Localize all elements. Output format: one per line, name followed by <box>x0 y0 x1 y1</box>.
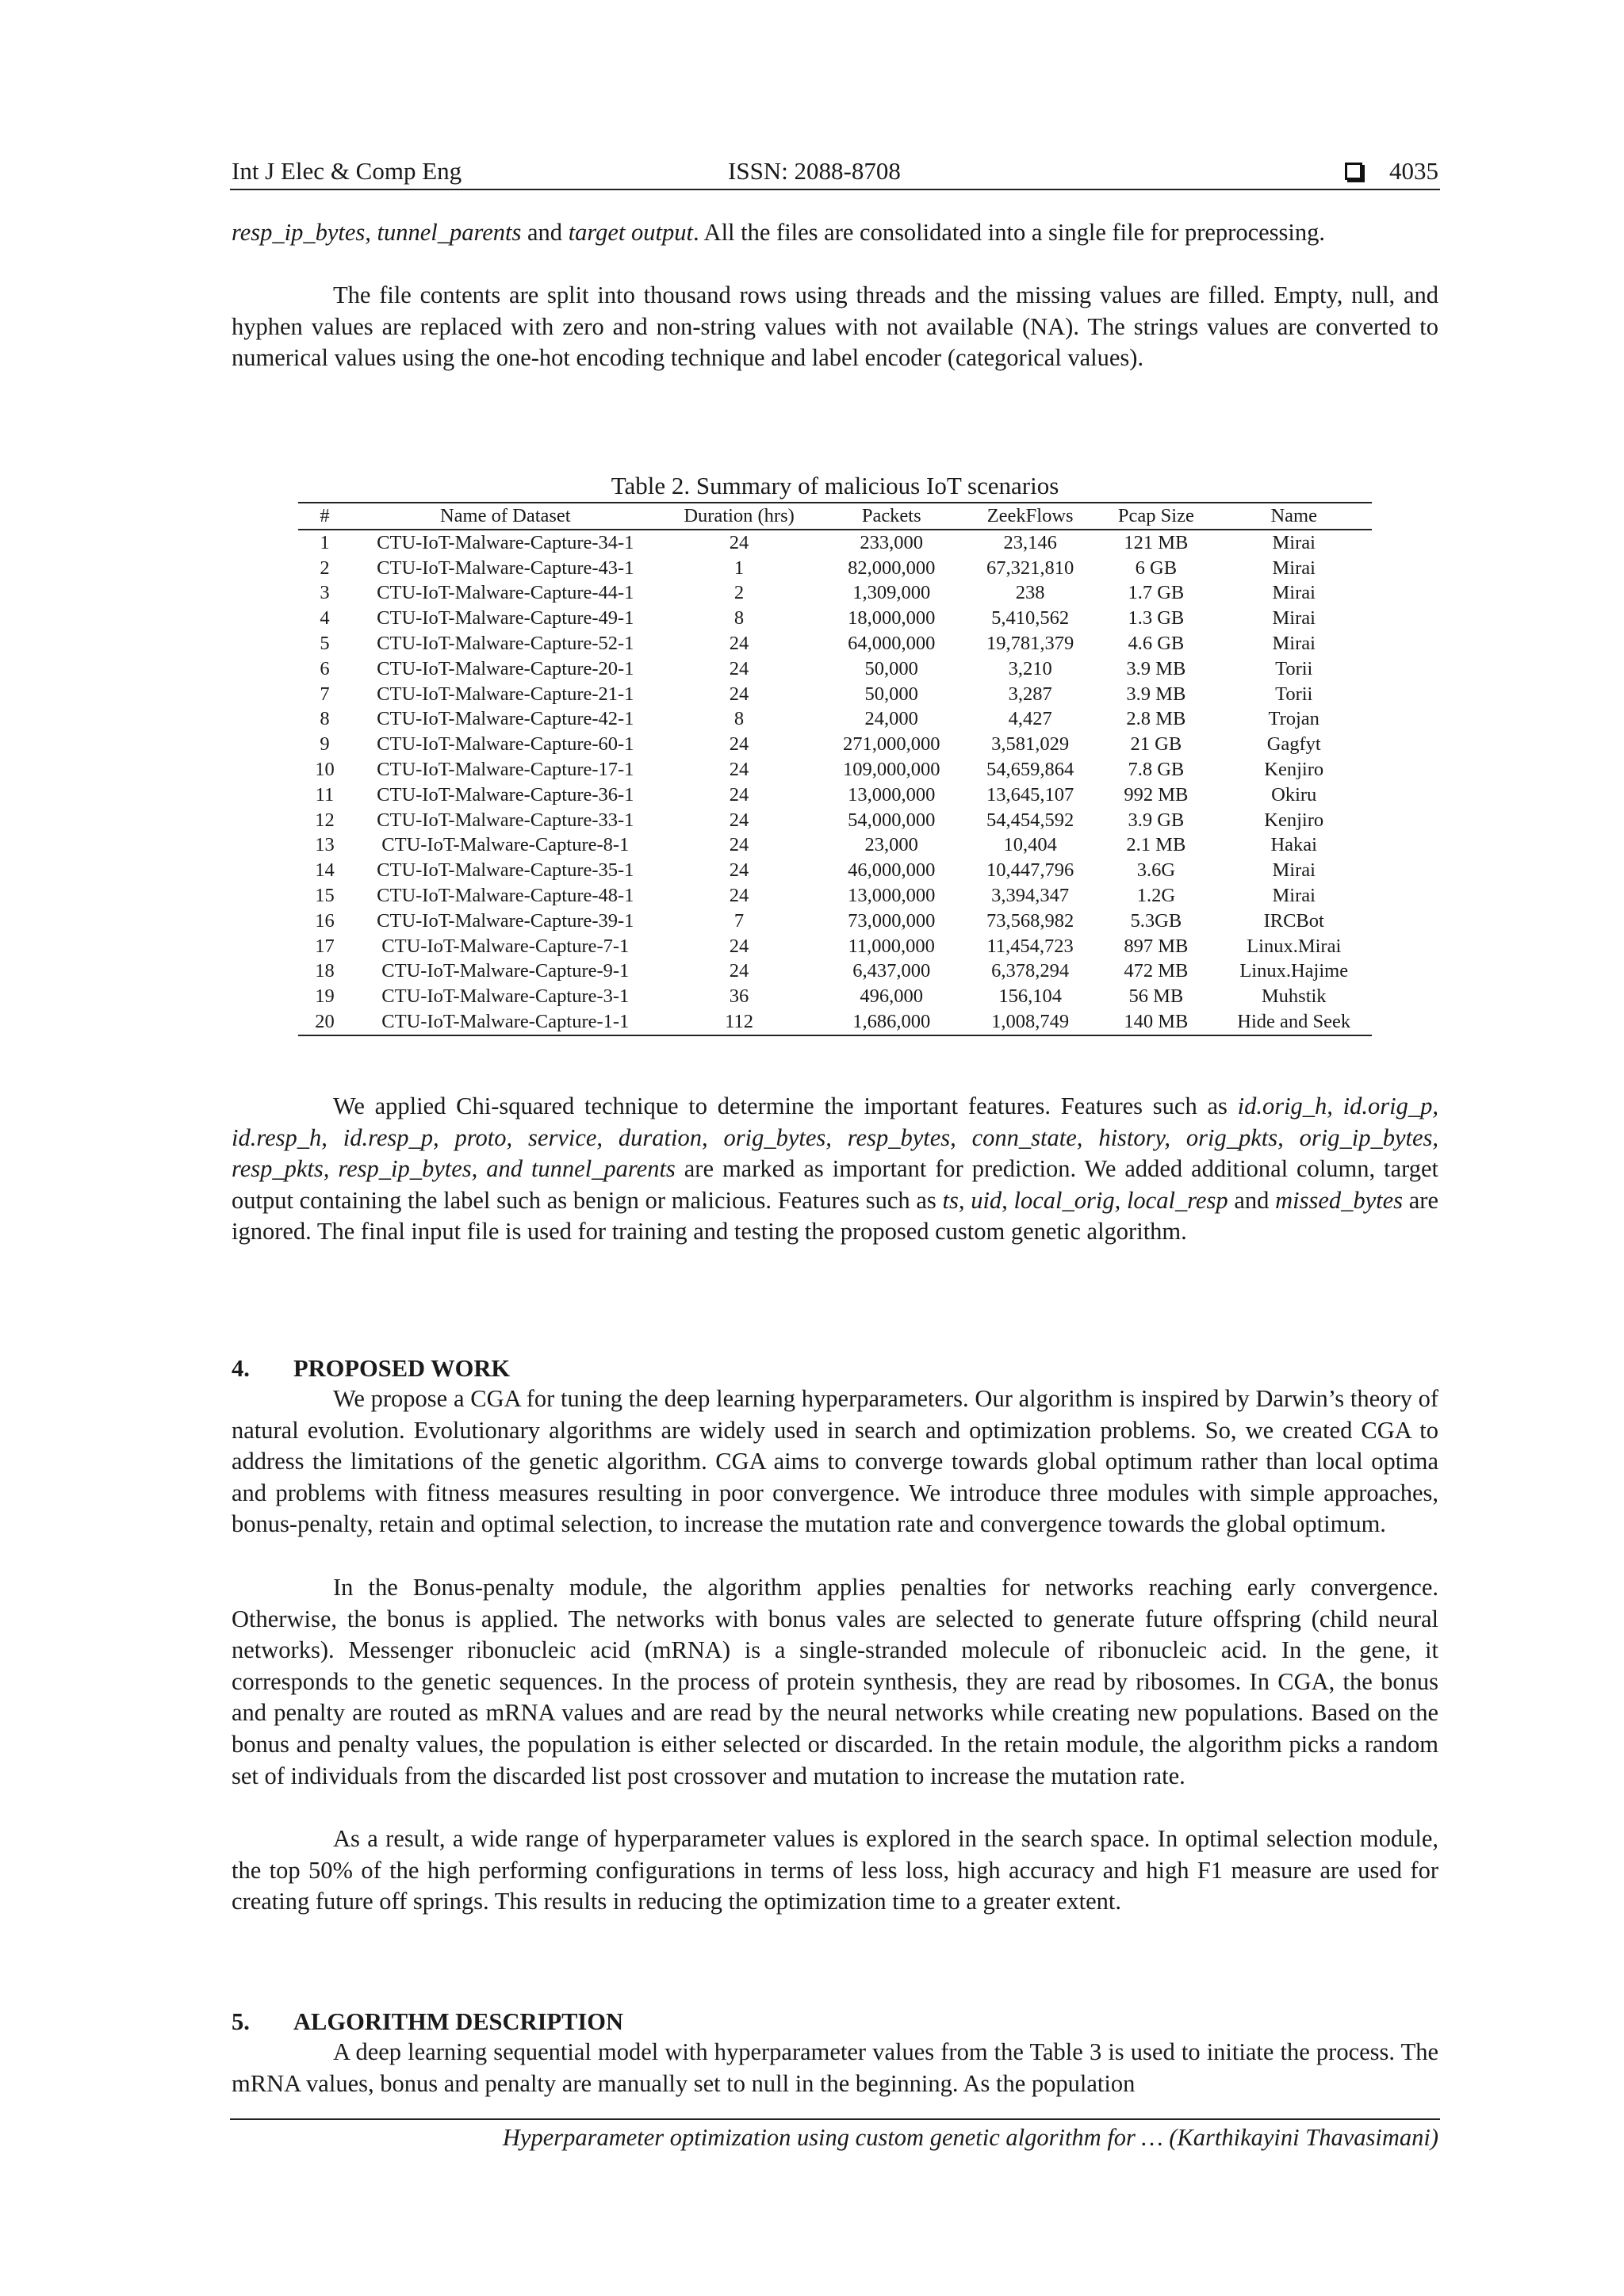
cell-dataset: CTU-IoT-Malware-Capture-20-1 <box>377 657 634 679</box>
cell-duration: 112 <box>660 1009 819 1035</box>
cell-dataset: CTU-IoT-Malware-Capture-21-1 <box>377 683 634 705</box>
cell-pcap-size: 56 MB <box>1128 985 1184 1008</box>
cell-duration: 24 <box>729 960 749 982</box>
cell-malware-name: Okiru <box>1271 783 1317 806</box>
cell-zeekflows: 54,454,592 <box>986 809 1074 831</box>
cell-malware-name: Mirai <box>1272 582 1316 604</box>
col-header-duration: Duration (hrs) <box>660 503 819 530</box>
cell-zeekflows: 3,287 <box>1008 683 1052 705</box>
cell-zeekflows: 156,104 <box>998 985 1062 1008</box>
cell-duration: 24 <box>729 859 749 882</box>
section-4-paragraph-3: As a result, a wide range of hyperparameter values is explored in the search space. In optimal selection module, the top 50% of the high performing configurations in terms of less loss, high accuracy and high F1 measure are used for creating future off springs. This results in reducing the optimization time to a greater extent. <box>232 1825 1438 1915</box>
cell-dataset: CTU-IoT-Malware-Capture-9-1 <box>381 960 630 982</box>
cell-index: 11 <box>315 783 335 806</box>
cell-duration: 2 <box>733 582 745 604</box>
cell-malware-name: Gagfyt <box>1266 733 1321 756</box>
cell-index: 13 <box>315 834 335 856</box>
cell-index: 17 <box>315 935 335 957</box>
cell-dataset: CTU-IoT-Malware-Capture-1-1 <box>351 1009 660 1035</box>
cell-pcap-size: 21 GB <box>1130 733 1182 756</box>
cell-duration: 24 <box>729 531 749 553</box>
cell-zeekflows: 1,008,749 <box>964 1009 1096 1035</box>
cell-malware-name: Trojan <box>1268 708 1320 730</box>
cell-malware-name: IRCBot <box>1263 909 1324 932</box>
cell-pcap-size: 140 MB <box>1096 1009 1216 1035</box>
cell-pcap-size: 2.8 MB <box>1126 708 1186 730</box>
cell-zeekflows: 6,378,294 <box>991 960 1070 982</box>
page-number-block <box>1345 155 1438 187</box>
cell-zeekflows: 3,394,347 <box>991 884 1070 906</box>
cell-packets: 233,000 <box>860 531 924 553</box>
cell-malware-name: Mirai <box>1272 607 1316 629</box>
section-4-number: 4. <box>232 1355 250 1382</box>
table-row <box>298 631 1372 656</box>
features-text-1: We applied Chi-squared technique to determine the important features. Features such as <box>333 1093 1238 1119</box>
cell-zeekflows: 23,146 <box>1003 531 1057 553</box>
cell-duration: 24 <box>729 657 749 679</box>
cell-packets: 82,000,000 <box>848 557 936 579</box>
cell-malware-name: Mirai <box>1272 557 1316 579</box>
footer-text: Hyperparameter optimization using custom genetic algorithm for … (Karthikayini Thavasimani) <box>502 2124 1438 2151</box>
cell-zeekflows: 4,427 <box>1008 708 1052 730</box>
cell-dataset: CTU-IoT-Malware-Capture-42-1 <box>377 708 634 730</box>
cell-dataset: CTU-IoT-Malware-Capture-39-1 <box>377 909 634 932</box>
cell-index: 9 <box>320 733 330 756</box>
table-row <box>298 959 1372 984</box>
cell-index: 15 <box>315 884 335 906</box>
cell-zeekflows: 11,454,723 <box>986 935 1074 957</box>
cell-duration: 24 <box>729 683 749 705</box>
cell-duration: 24 <box>729 758 749 780</box>
cell-pcap-size: 3.6G <box>1136 859 1176 882</box>
cell-packets: 54,000,000 <box>848 809 936 831</box>
table-row <box>298 556 1372 581</box>
cell-packets: 1,309,000 <box>852 582 931 604</box>
table-row <box>298 682 1372 707</box>
cell-dataset: CTU-IoT-Malware-Capture-33-1 <box>377 809 634 831</box>
cell-index: 16 <box>315 909 335 932</box>
cell-packets: 73,000,000 <box>848 909 936 932</box>
cell-index: 18 <box>315 960 335 982</box>
cell-pcap-size: 1.3 GB <box>1128 607 1185 629</box>
col-header-name: Name <box>1216 503 1372 530</box>
cell-packets: 50,000 <box>864 657 918 679</box>
table-row <box>298 530 1372 556</box>
cell-packets: 18,000,000 <box>848 607 936 629</box>
table-row <box>298 656 1372 682</box>
features-paragraph <box>232 1091 1438 1248</box>
cell-zeekflows: 10,404 <box>1003 834 1057 856</box>
cell-duration: 24 <box>729 834 749 856</box>
cell-pcap-size: 472 MB <box>1124 960 1189 982</box>
cell-malware-name: Linux.Mirai <box>1247 935 1342 957</box>
cell-zeekflows: 73,568,982 <box>986 909 1074 932</box>
cell-duration: 1 <box>733 557 745 579</box>
cell-pcap-size: 1.2G <box>1136 884 1176 906</box>
header-rule <box>230 189 1440 190</box>
intro-paragraph-2: The file contents are split into thousand rows using threads and the missing values are filled. Empty, null, and hyphen values are replaced with zero and non-string values with not available (NA). The strings values are converted to numerical values using the one-hot encoding technique and label encoder (categorical values). <box>232 281 1438 372</box>
issn: ISSN: 2088-8708 <box>728 157 901 185</box>
table-row <box>298 706 1372 732</box>
table-row <box>298 783 1372 808</box>
cell-packets: 13,000,000 <box>848 884 936 906</box>
checkbox-icon <box>1345 163 1362 180</box>
cell-dataset: CTU-IoT-Malware-Capture-8-1 <box>381 834 630 856</box>
cell-index: 6 <box>320 657 330 679</box>
cell-index: 14 <box>315 859 335 882</box>
cell-packets: 23,000 <box>864 834 918 856</box>
cell-packets: 109,000,000 <box>842 758 940 780</box>
section-5-heading <box>232 2006 623 2038</box>
cell-malware-name: Mirai <box>1272 632 1316 654</box>
table-row <box>298 858 1372 883</box>
cell-malware-name: Mirai <box>1272 859 1316 882</box>
table-row <box>298 732 1372 757</box>
cell-malware-name: Torii <box>1275 683 1313 705</box>
cell-packets: 271,000,000 <box>842 733 940 756</box>
cell-zeekflows: 13,645,107 <box>986 783 1074 806</box>
cell-pcap-size: 6 GB <box>1135 557 1178 579</box>
section-4-paragraph-2: In the Bonus-penalty module, the algorithm applies penalties for networks reaching early convergence. Otherwise, the bonus is applied. The networks with bonus vales are selected to generate future offspring (child neural networks). Messenger ribonucleic acid (mRNA) is a single-stranded molecule of ribonucleic acid. In the gene, it corresponds to the genetic sequences. In the process of protein synthesis, they are read by ribosomes. In CGA, the bonus and penalty are routed as mRNA values and are read by the neural networks while creating new populations. Based on the bonus and penalty values, the population is either selected or discarded. In the retain module, the algorithm picks a random set of individuals from the discarded list post crossover and mutation to increase the mutation rate. <box>232 1574 1438 1789</box>
cell-dataset: CTU-IoT-Malware-Capture-44-1 <box>377 582 634 604</box>
features-text-2: are marked as important for prediction. We added additional column, target output containing the label such as benign or malicious. Features such as <box>232 1155 1438 1214</box>
cell-packets: 24,000 <box>864 708 918 730</box>
cell-index: 12 <box>315 809 335 831</box>
table-row <box>298 757 1372 783</box>
cell-pcap-size: 7.8 GB <box>1128 758 1185 780</box>
section-4-heading <box>232 1353 510 1384</box>
table-row <box>298 984 1372 1009</box>
cell-duration: 24 <box>729 884 749 906</box>
cell-duration: 36 <box>729 985 749 1008</box>
cell-duration: 8 <box>733 708 745 730</box>
cell-dataset: CTU-IoT-Malware-Capture-48-1 <box>377 884 634 906</box>
cell-index: 5 <box>320 632 330 654</box>
table-header-row <box>298 503 1372 530</box>
cell-malware-name: Kenjiro <box>1264 809 1324 831</box>
cell-pcap-size: 897 MB <box>1124 935 1189 957</box>
cell-dataset: CTU-IoT-Malware-Capture-17-1 <box>377 758 634 780</box>
cell-index: 10 <box>315 758 335 780</box>
cell-dataset: CTU-IoT-Malware-Capture-43-1 <box>377 557 634 579</box>
cell-duration: 24 <box>729 632 749 654</box>
cell-index: 8 <box>320 708 330 730</box>
cell-index: 4 <box>320 607 330 629</box>
section-5-number: 5. <box>232 2008 250 2035</box>
cell-malware-name: Mirai <box>1272 884 1316 906</box>
section-5-paragraph-1: A deep learning sequential model with hyperparameter values from the Table 3 is used to initiate the process. The mRNA values, bonus and penalty are manually set to null in the beginning. As the population <box>232 2038 1438 2097</box>
cell-dataset: CTU-IoT-Malware-Capture-36-1 <box>377 783 634 806</box>
cell-packets: 496,000 <box>860 985 924 1008</box>
cell-pcap-size: 3.9 MB <box>1126 683 1186 705</box>
cell-malware-name: Torii <box>1275 657 1313 679</box>
table-row <box>298 909 1372 934</box>
features-italic-1: id.orig_h, id.orig_p, id.resp_h, id.resp_p, proto, service, duration, orig_bytes, resp_bytes, conn_state, history, orig_pkts, orig_ip_bytes, resp_pkts, resp_ip_bytes, and tunnel_parents <box>232 1093 1438 1183</box>
cell-pcap-size: 3.9 MB <box>1126 657 1186 679</box>
cell-dataset: CTU-IoT-Malware-Capture-34-1 <box>377 531 634 553</box>
col-header-index: # <box>298 503 351 530</box>
cell-pcap-size: 4.6 GB <box>1128 632 1185 654</box>
intro-and: and <box>521 219 569 246</box>
cell-malware-name: Muhstik <box>1261 985 1327 1008</box>
cell-pcap-size: 5.3GB <box>1130 909 1182 932</box>
page-number: 4035 <box>1389 157 1438 185</box>
cell-dataset: CTU-IoT-Malware-Capture-52-1 <box>377 632 634 654</box>
cell-index: 1 <box>320 531 330 553</box>
cell-malware-name: Hakai <box>1270 834 1317 856</box>
cell-malware-name: Kenjiro <box>1264 758 1324 780</box>
table-row <box>298 832 1372 858</box>
section-4-title: PROPOSED WORK <box>293 1355 511 1382</box>
features-text-3: and <box>1228 1186 1276 1214</box>
cell-duration: 7 <box>733 909 745 932</box>
cell-pcap-size: 2.1 MB <box>1126 834 1186 856</box>
section-4-paragraph-1: We propose a CGA for tuning the deep learning hyperparameters. Our algorithm is inspired by Darwin’s theory of natural evolution. Evolutionary algorithms are widely used in search and optimization problems. So, we created CGA to address the limitations of the genetic algorithm. CGA aims to converge towards global optimum rather than local optima and problems with fitness measures resulting in poor convergence. We introduce three modules with simple approaches, bonus-penalty, retain and optimal selection, to increase the mutation rate and convergence towards the global optimum. <box>232 1385 1438 1538</box>
cell-malware-name: Mirai <box>1272 531 1316 553</box>
cell-zeekflows: 67,321,810 <box>986 557 1074 579</box>
cell-duration: 24 <box>729 783 749 806</box>
features-text-4: are ignored. The final input file is used for training and testing the proposed custom genetic algorithm. <box>232 1186 1439 1246</box>
cell-packets: 64,000,000 <box>848 632 936 654</box>
cell-zeekflows: 10,447,796 <box>986 859 1074 882</box>
cell-dataset: CTU-IoT-Malware-Capture-3-1 <box>381 985 630 1008</box>
section-5-title: ALGORITHM DESCRIPTION <box>293 2008 624 2035</box>
intro-text-1: . All the files are consolidated into a single file for preprocessing. <box>692 219 1325 246</box>
malware-scenarios-table <box>298 502 1372 1036</box>
cell-duration: 24 <box>729 733 749 756</box>
cell-dataset: CTU-IoT-Malware-Capture-7-1 <box>381 935 630 957</box>
cell-packets: 46,000,000 <box>848 859 936 882</box>
cell-zeekflows: 19,781,379 <box>986 632 1074 654</box>
cell-zeekflows: 5,410,562 <box>991 607 1070 629</box>
cell-duration: 8 <box>733 607 745 629</box>
cell-zeekflows: 3,210 <box>1008 657 1052 679</box>
cell-duration: 24 <box>729 935 749 957</box>
intro-paragraph-1 <box>232 217 1438 249</box>
footer-rule <box>230 2118 1440 2120</box>
cell-dataset: CTU-IoT-Malware-Capture-49-1 <box>377 607 634 629</box>
cell-packets: 6,437,000 <box>852 960 931 982</box>
table-row <box>298 808 1372 833</box>
features-italic-3: missed_bytes <box>1275 1186 1404 1214</box>
col-header-dataset: Name of Dataset <box>351 503 660 530</box>
journal-name: Int J Elec & Comp Eng <box>232 157 462 185</box>
cell-zeekflows: 238 <box>1015 582 1045 604</box>
cell-index: 20 <box>298 1009 351 1035</box>
cell-index: 2 <box>320 557 330 579</box>
cell-zeekflows: 54,659,864 <box>986 758 1074 780</box>
table-row <box>298 580 1372 606</box>
cell-packets: 11,000,000 <box>848 935 935 957</box>
cell-packets: 13,000,000 <box>848 783 936 806</box>
cell-index: 3 <box>320 582 330 604</box>
cell-packets: 1,686,000 <box>818 1009 964 1035</box>
cell-pcap-size: 992 MB <box>1124 783 1189 806</box>
table-row <box>298 606 1372 631</box>
cell-pcap-size: 3.9 GB <box>1128 809 1185 831</box>
cell-malware-name: Hide and Seek <box>1216 1009 1372 1035</box>
cell-zeekflows: 3,581,029 <box>991 733 1070 756</box>
cell-index: 19 <box>315 985 335 1008</box>
table-body <box>298 530 1372 1035</box>
intro-italic-1: resp_ip_bytes, tunnel_parents <box>232 219 522 246</box>
col-header-packets: Packets <box>818 503 964 530</box>
cell-pcap-size: 121 MB <box>1124 531 1189 553</box>
table-caption: Table 2. Summary of malicious IoT scenarios <box>611 472 1059 499</box>
cell-duration: 24 <box>729 809 749 831</box>
table-row <box>298 1009 1372 1035</box>
table-row <box>298 883 1372 909</box>
col-header-zeekflows: ZeekFlows <box>964 503 1096 530</box>
intro-italic-2: target output <box>568 219 693 246</box>
cell-packets: 50,000 <box>864 683 918 705</box>
cell-pcap-size: 1.7 GB <box>1128 582 1185 604</box>
col-header-pcap-size: Pcap Size <box>1096 503 1216 530</box>
cell-malware-name: Linux.Hajime <box>1239 960 1349 982</box>
table-row <box>298 934 1372 959</box>
cell-dataset: CTU-IoT-Malware-Capture-60-1 <box>377 733 634 756</box>
cell-dataset: CTU-IoT-Malware-Capture-35-1 <box>377 859 634 882</box>
cell-index: 7 <box>320 683 330 705</box>
features-italic-2: ts, uid, local_orig, local_resp <box>942 1186 1228 1214</box>
